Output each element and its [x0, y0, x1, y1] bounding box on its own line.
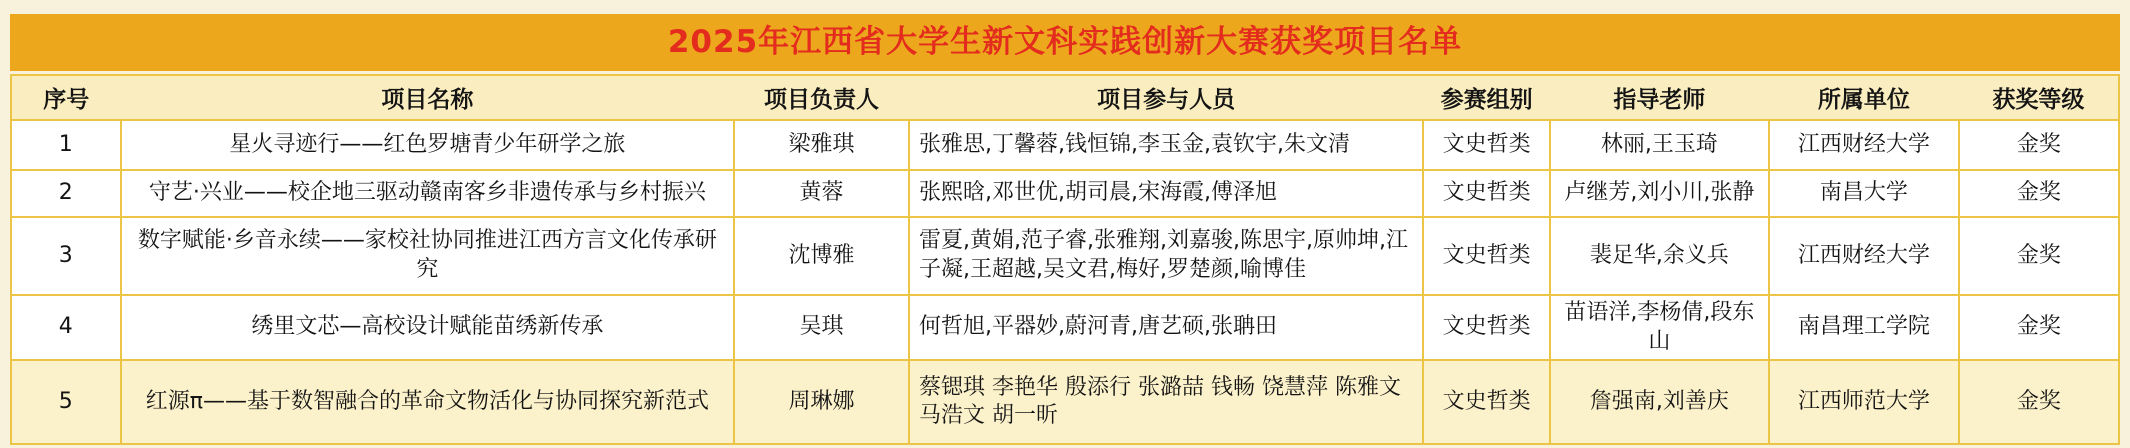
cell-unit: 南昌理工学院: [1769, 295, 1959, 360]
col-header-members: 项目参与人员: [909, 75, 1423, 120]
col-header-advisors: 指导老师: [1550, 75, 1769, 120]
cell-advisors: 苗语洋,李杨倩,段东山: [1550, 295, 1769, 360]
cell-award: 金奖: [1959, 217, 2119, 295]
cell-award: 金奖: [1959, 120, 2119, 170]
cell-seq: 1: [11, 120, 121, 170]
cell-members: 何哲旭,平器妙,蔚河青,唐艺硕,张聃田: [909, 295, 1423, 360]
col-header-group: 参赛组别: [1423, 75, 1549, 120]
cell-seq: 2: [11, 170, 121, 217]
cell-award: 金奖: [1959, 170, 2119, 217]
table-row: [11, 295, 2119, 360]
cell-leader: 梁雅琪: [734, 120, 909, 170]
cell-advisors: 詹强南,刘善庆: [1550, 360, 1769, 444]
cell-seq: 3: [11, 217, 121, 295]
cell-project: 红源π——基于数智融合的革命文物活化与协同探究新范式: [121, 360, 734, 444]
cell-advisors: 裴足华,余义兵: [1550, 217, 1769, 295]
cell-leader: 周琳娜: [734, 360, 909, 444]
col-header-leader: 项目负责人: [734, 75, 909, 120]
table-row: [11, 217, 2119, 295]
cell-leader: 沈博雅: [734, 217, 909, 295]
cell-group: 文史哲类: [1423, 120, 1549, 170]
cell-project: 守艺·兴业——校企地三驱动赣南客乡非遗传承与乡村振兴: [121, 170, 734, 217]
table-row: [11, 360, 2119, 444]
col-header-unit: 所属单位: [1769, 75, 1959, 120]
table-row: [11, 120, 2119, 170]
cell-project: 数字赋能·乡音永续——家校社协同推进江西方言文化传承研究: [121, 217, 734, 295]
col-header-award: 获奖等级: [1959, 75, 2119, 120]
award-list-sheet: [10, 14, 2120, 445]
cell-unit: 江西财经大学: [1769, 120, 1959, 170]
cell-members: 张熙晗,邓世优,胡司晨,宋海霞,傅泽旭: [909, 170, 1423, 217]
cell-advisors: 林丽,王玉琦: [1550, 120, 1769, 170]
cell-award: 金奖: [1959, 295, 2119, 360]
col-header-seq: 序号: [11, 75, 121, 120]
cell-group: 文史哲类: [1423, 170, 1549, 217]
cell-advisors: 卢继芳,刘小川,张静: [1550, 170, 1769, 217]
cell-members: 张雅思,丁馨蓉,钱恒锦,李玉金,袁钦宇,朱文清: [909, 120, 1423, 170]
cell-project: 绣里文芯—高校设计赋能苗绣新传承: [121, 295, 734, 360]
cell-unit: 南昌大学: [1769, 170, 1959, 217]
cell-project: 星火寻迹行——红色罗塘青少年研学之旅: [121, 120, 734, 170]
header-row: [11, 75, 2119, 120]
cell-group: 文史哲类: [1423, 360, 1549, 444]
cell-unit: 江西财经大学: [1769, 217, 1959, 295]
cell-leader: 吴琪: [734, 295, 909, 360]
cell-group: 文史哲类: [1423, 217, 1549, 295]
cell-seq: 4: [11, 295, 121, 360]
cell-members: 雷夏,黄娟,范子睿,张雅翔,刘嘉骏,陈思宇,原帅坤,江子凝,王超越,吴文君,梅好,罗楚颜,喻博佳: [909, 217, 1423, 295]
cell-seq: 5: [11, 360, 121, 444]
awards-table: [10, 74, 2120, 445]
cell-group: 文史哲类: [1423, 295, 1549, 360]
table-row: [11, 170, 2119, 217]
cell-unit: 江西师范大学: [1769, 360, 1959, 444]
cell-members: 蔡锶琪 李艳华 殷添行 张潞喆 钱畅 饶慧萍 陈雅文 马浩文 胡一昕: [909, 360, 1423, 444]
cell-leader: 黄蓉: [734, 170, 909, 217]
page-title: 2025年江西省大学生新文科实践创新大赛获奖项目名单: [10, 14, 2120, 71]
cell-award: 金奖: [1959, 360, 2119, 444]
col-header-project: 项目名称: [121, 75, 734, 120]
